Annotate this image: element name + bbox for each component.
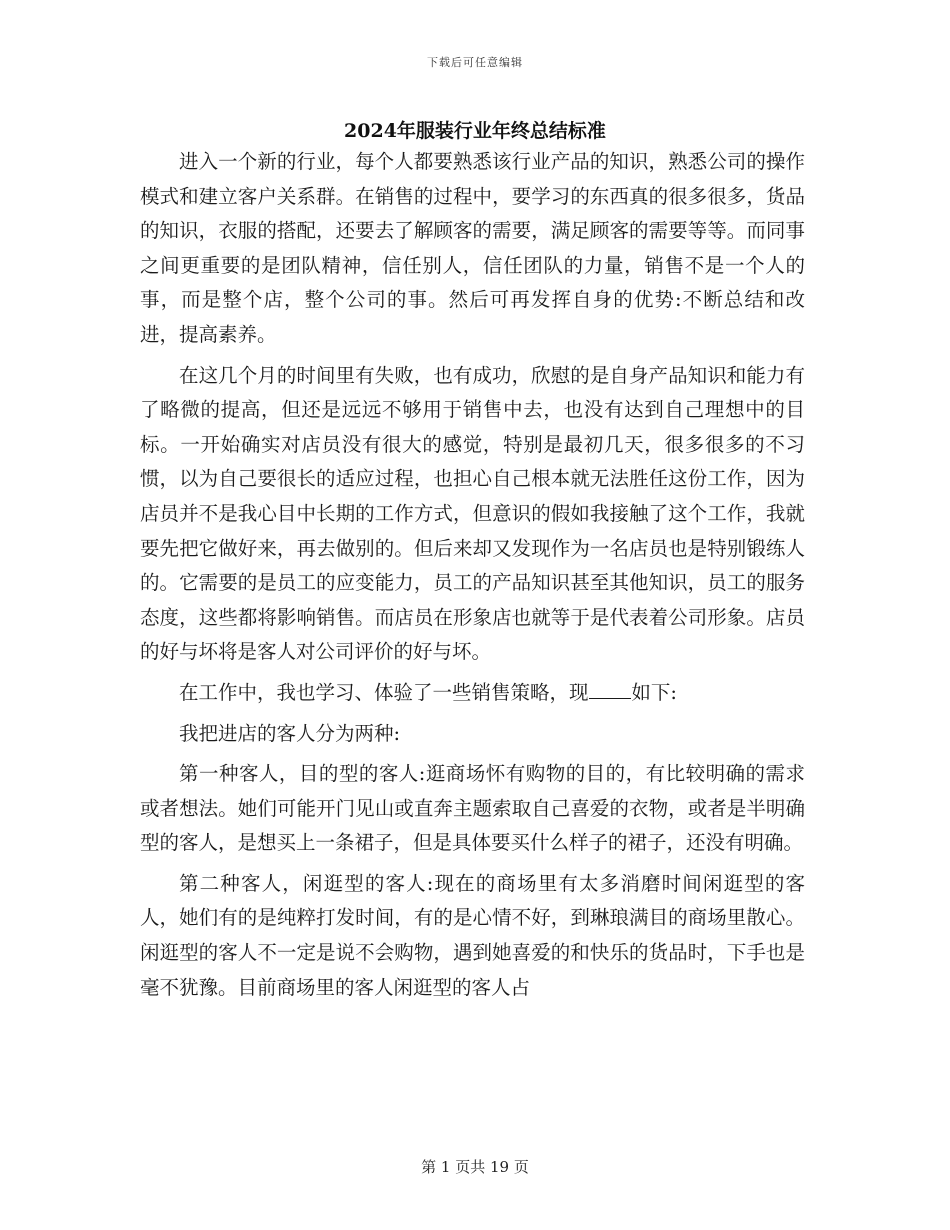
strategy-text-after: 如下:: [631, 680, 677, 704]
paragraph-experience: 在这几个月的时间里有失败，也有成功，欣慰的是自身产品知识和能力有了略微的提高，但还是远远不够用于销售中去，也没有达到自己理想中的目标。一开始确实对店员没有很大的感觉，特别是最初几天，很多很多的不习惯，以为自己要很长的适应过程，也担心自己根本就无法胜任这份工作，因为店员并不是我心目中长期的工作方式，但意识的假如我接触了这个工作，我就要先把它做好来，再去做别的。但后来却又发现作为一名店员也是特别锻练人的。它需要的是员工的应变能力，员工的产品知识甚至其他知识，员工的服务态度，这些都将影响销售。而店员在形象店也就等于是代表着公司形象。店员的好与坏将是客人对公司评价的好与坏。: [140, 363, 805, 664]
paragraph-strategy: [140, 676, 805, 711]
paragraph-second-customer-type: 第二种客人，闲逛型的客人:现在的商场里有太多消磨时间闲逛型的客人，她们有的是纯粹打发时间，有的是心情不好，到琳琅满目的商场里散心。闲逛型的客人不一定是说不会购物，遇到她喜爱的和快乐的货品时，下手也是毫不犹豫。目前商场里的客人闲逛型的客人占: [140, 871, 805, 999]
document-body: [140, 145, 805, 1005]
strategy-text-before: 在工作中，我也学习、体验了一些销售策略，现: [179, 680, 589, 704]
page-number: 第 1 页共 19 页: [421, 1158, 529, 1176]
document-title: 2024年服装行业年终总结标准: [344, 120, 606, 142]
fill-in-blank: [589, 680, 632, 699]
paragraph-first-customer-type: 第一种客人，目的型的客人:逛商场怀有购物的目的，有比较明确的需求或者想法。她们可能开门见山或直奔主题索取自己喜爱的衣物，或者是半明确型的客人，是想买上一条裙子，但是具体要买什么样子的裙子，还没有明确。: [140, 762, 805, 855]
paragraph-intro: 进入一个新的行业，每个人都要熟悉该行业产品的知识，熟悉公司的操作模式和建立客户关系群。在销售的过程中，要学习的东西真的很多很多，货品的知识，衣服的搭配，还要去了解顾客的需要，满足顾客的需要等等。而同事之间更重要的是团队精神，信任别人，信任团队的力量，销售不是一个人的事，而是整个店，整个公司的事。然后可再发挥自身的优势:不断总结和改进，提高素养。: [140, 150, 805, 346]
paragraph-customer-types: 我把进店的客人分为两种:: [179, 721, 401, 745]
page-header-note: 下载后可任意编辑: [427, 56, 523, 69]
